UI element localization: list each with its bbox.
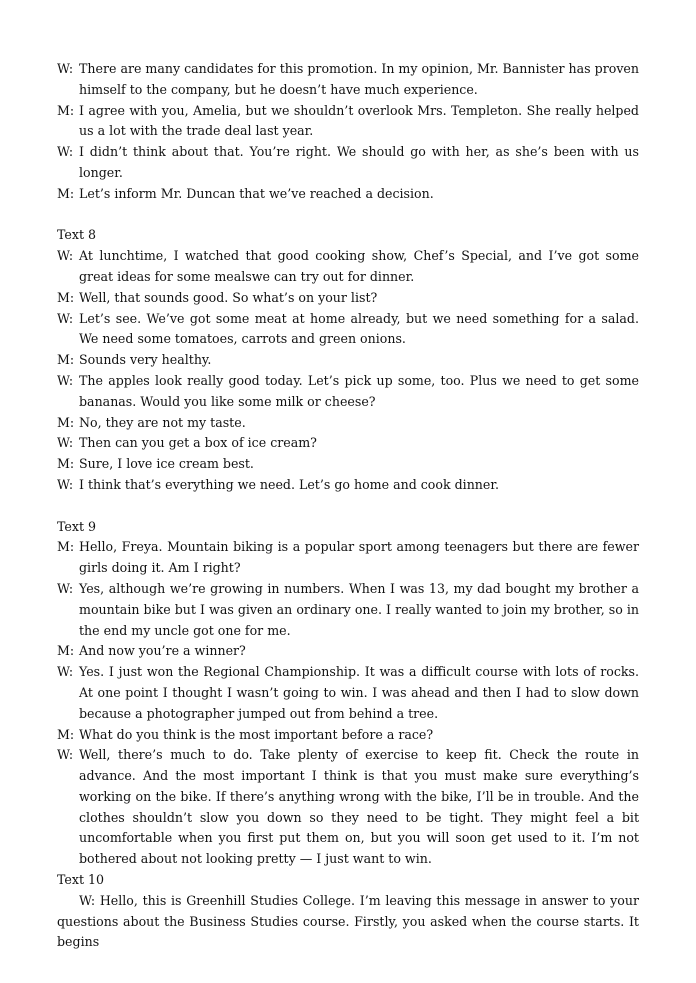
speech-text: Let’s see. We’ve got some meat at home already, but we need something for a salad. We need some tomatoes, carrots and green onions. <box>79 310 639 347</box>
dialogue-turn <box>57 246 639 288</box>
dialogue-turn <box>57 350 639 371</box>
section-heading: Text 9 <box>57 518 97 534</box>
dialogue-turn <box>57 59 639 101</box>
dialogue-turn <box>57 433 639 454</box>
dialogue-turn <box>57 537 639 579</box>
text-10-section <box>57 870 639 953</box>
text-8-section <box>57 225 639 495</box>
speaker-label: W: <box>57 476 74 492</box>
dialogue-turn <box>57 745 639 870</box>
dialogue-turn <box>57 184 639 205</box>
speaker-label: M: <box>57 352 75 368</box>
text-9-section <box>57 517 639 871</box>
speaker-label: W: <box>57 747 74 763</box>
speaker-label: M: <box>57 185 75 201</box>
speech-text: Yes, although we’re growing in numbers. When I was 13, my dad bought my brother a mountain bike but I was given an ordinary one. I really wanted to join my brother, so in the end my uncle got one for me. <box>79 580 639 638</box>
speaker-label: M: <box>57 102 75 118</box>
speech-text: There are many candidates for this promotion. In my opinion, Mr. Bannister has proven himself to the company, but he doesn’t have much experience. <box>79 61 639 97</box>
speech-text: And now you’re a winner? <box>79 643 246 659</box>
section-heading: Text 10 <box>57 872 105 888</box>
dialogue-turn <box>57 662 639 724</box>
dialogue-turn <box>57 579 639 641</box>
speaker-label: W: <box>57 61 74 76</box>
speaker-label: W: <box>57 372 74 388</box>
speaker-label: W: <box>57 435 74 451</box>
speech-text: Well, that sounds good. So what’s on your list? <box>79 289 378 305</box>
speech-text: Well, there’s much to do. Take plenty of exercise to keep fit. Check the route in advance. And the most important I think is that you must make sure everything’s working on the bike. If there’s anything wrong with the bike, I’ll be in trouble. And the clothes shouldn’t slow you down so they need to be tight. They might feel a bit uncomfortable when you first put them on, but you will soon get used to it. I’m not bothered about not looking pretty — I just want to win. <box>79 747 639 867</box>
speaker-label: W: <box>57 310 74 326</box>
speaker-label: W: <box>57 144 74 160</box>
dialogue-turn <box>57 371 639 413</box>
dialogue-turn <box>57 475 639 496</box>
dialogue-turn <box>57 725 639 746</box>
dialogue-turn <box>57 641 639 662</box>
speaker-label: M: <box>57 726 75 742</box>
speaker-label: W: <box>57 580 74 596</box>
speaker-label: M: <box>57 289 75 305</box>
speech-text: Yes. I just won the Regional Championship. It was a difficult course with lots of rocks. At one point I thought I wasn’t going to win. I was ahead and then I had to slow down because a photographer jumped out from behind a tree. <box>79 664 639 721</box>
speech-text: Let’s inform Mr. Duncan that we’ve reached a decision. <box>79 185 434 201</box>
dialogue-turn <box>57 288 639 309</box>
speech-text: Sounds very healthy. <box>79 352 212 368</box>
speech-text: I think that’s everything we need. Let’s go home and cook dinner. <box>79 476 500 492</box>
dialogue-7-end <box>57 59 639 205</box>
speaker-label: M: <box>57 414 75 430</box>
speech-text: What do you think is the most important before a race? <box>79 726 434 742</box>
speaker-label: W: <box>57 664 74 680</box>
dialogue-turn <box>57 142 639 184</box>
dialogue-turn <box>57 309 639 351</box>
speech-text: Hello, Freya. Mountain biking is a popular sport among teenagers but there are fewer girls doing it. Am I right? <box>79 539 639 576</box>
dialogue-turn <box>57 413 639 434</box>
speaker-label: M: <box>57 456 75 472</box>
speaker-label: M: <box>57 643 75 659</box>
speech-text: I didn’t think about that. You’re right. We should go with her, as she’s been with us longer. <box>79 144 639 180</box>
monologue-paragraph: W: Hello, this is Greenhill Studies College. I’m leaving this message in answer to your questions about the Business Studies course. Firstly, you asked when the course starts. It begins <box>57 892 639 950</box>
dialogue-turn <box>57 101 639 143</box>
speaker-label: W: <box>57 248 74 264</box>
section-heading: Text 8 <box>57 227 97 243</box>
speech-text: The apples look really good today. Let’s pick up some, too. Plus we need to get some bananas. Would you like some milk or cheese? <box>79 372 639 409</box>
section-gap <box>57 205 639 226</box>
speech-text: Sure, I love ice cream best. <box>79 456 254 472</box>
speech-text: Then can you get a box of ice cream? <box>79 435 317 451</box>
speech-text: At lunchtime, I watched that good cooking show, Chef’s Special, and I’ve got some great ideas for some mealswe can try out for dinner. <box>79 248 639 284</box>
dialogue-turn <box>57 454 639 475</box>
speech-text: No, they are not my taste. <box>79 414 246 430</box>
section-gap <box>57 496 639 517</box>
speaker-label: M: <box>57 539 75 555</box>
speech-text: I agree with you, Amelia, but we shouldn’t overlook Mrs. Templeton. She really helped us a lot with the trade deal last year. <box>79 102 639 139</box>
